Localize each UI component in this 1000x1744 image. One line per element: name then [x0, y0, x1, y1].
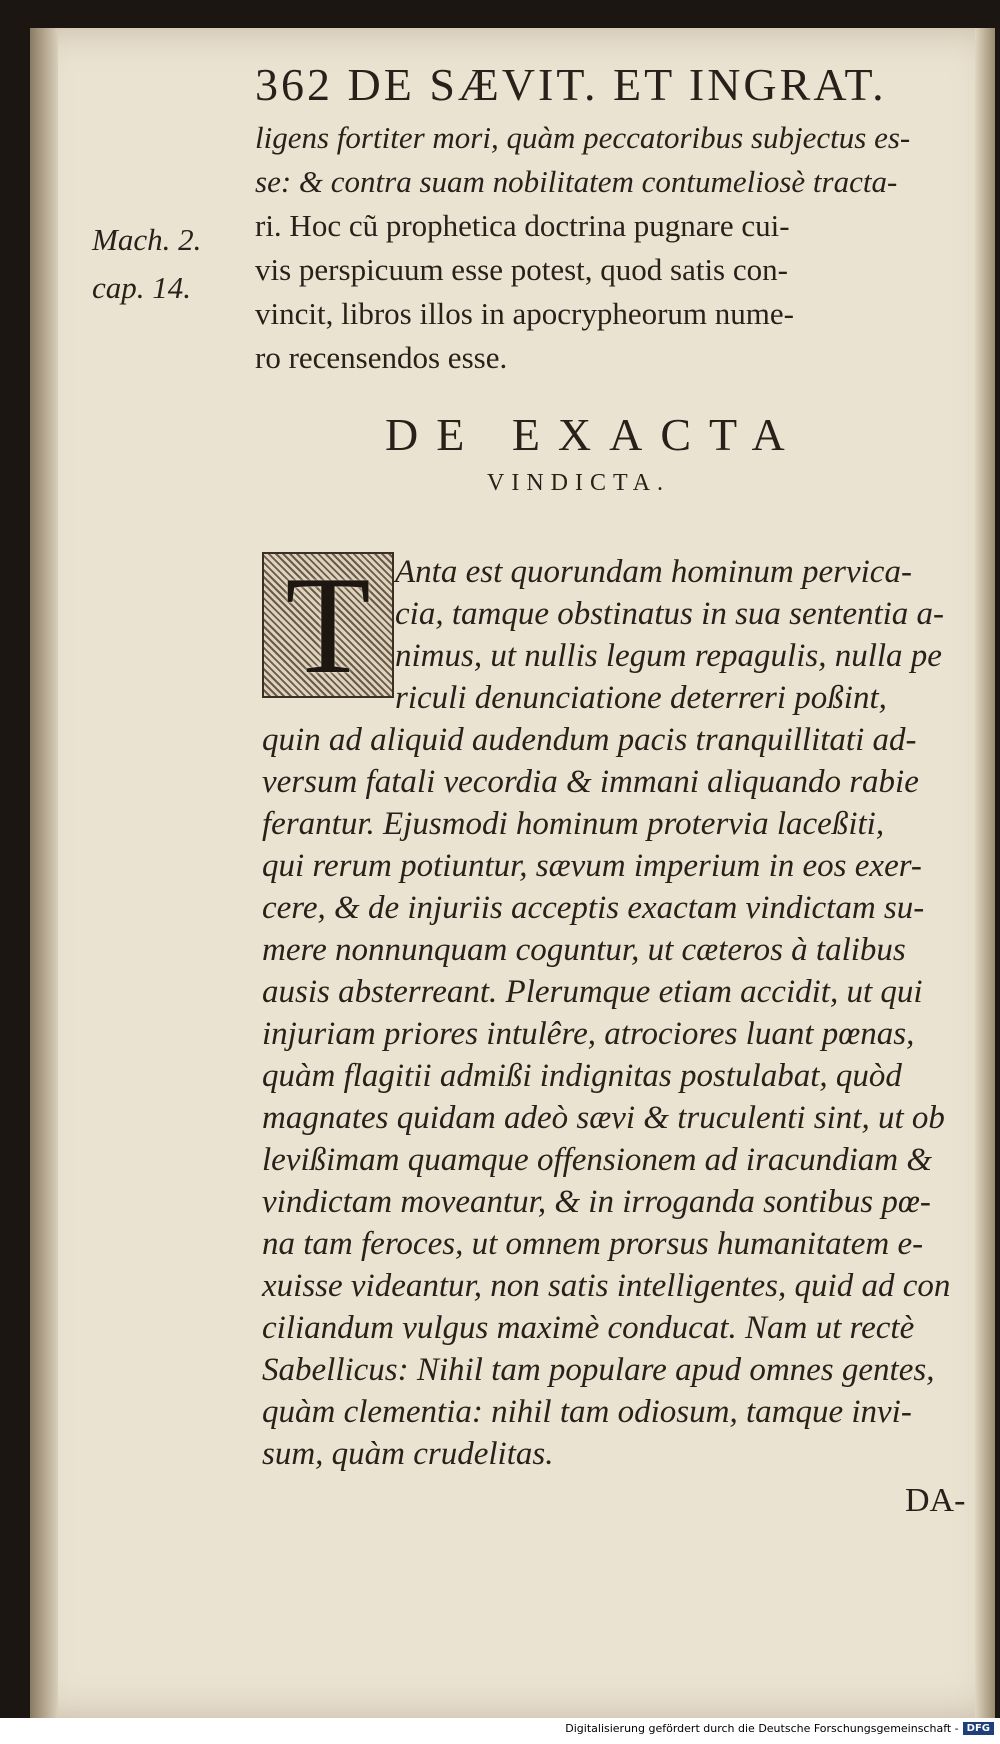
body-line: ausis absterreant. Plerumque etiam accidit, ut qui — [262, 974, 923, 1010]
initial-letter: T — [285, 547, 371, 703]
credit-text: Digitalisierung gefördert durch die Deutsche Forschungsgemeinschaft - — [565, 1722, 959, 1735]
margin-note-line: cap. 14. — [92, 270, 192, 305]
body-line: ciliandum vulgus maximè conducat. Nam ut rectè — [262, 1310, 915, 1346]
text-line: se: & contra suam nobilitatem contumeliosè tracta- — [255, 164, 898, 199]
decorated-initial — [262, 547, 394, 703]
text-line: vincit, libros illos in apocrypheorum nume- — [255, 296, 794, 331]
body-line: sum, quàm crudelitas. — [262, 1436, 554, 1472]
body-line: quàm clementia: nihil tam odiosum, tamque invi- — [262, 1394, 912, 1430]
text-line: vis perspicuum esse potest, quod satis con- — [255, 252, 788, 287]
body-line: na tam feroces, ut omnem prorsus humanitatem e- — [262, 1226, 924, 1262]
page-gutter-shadow — [30, 28, 58, 1718]
margin-note-line: Mach. 2. — [92, 222, 202, 257]
body-line: Sabellicus: Nihil tam populare apud omnes gentes, — [262, 1352, 935, 1388]
section-subtitle: VINDICTA. — [487, 470, 671, 496]
text-line: ro recensendos esse. — [255, 340, 508, 375]
body-line: quàm flagitii admißi indignitas postulabat, quòd — [262, 1058, 902, 1094]
body-line: levißimam quamque offensionem ad iracundiam & — [262, 1142, 932, 1178]
body-line: qui rerum potiuntur, sævum imperium in eos exer- — [262, 848, 922, 884]
digitization-credit — [565, 1722, 994, 1735]
body-line: nimus, ut nullis legum repagulis, nulla pe — [395, 638, 942, 674]
body-line: quin ad aliquid audendum pacis tranquillitati ad- — [262, 722, 917, 758]
body-line: injuriam priores intulêre, atrociores luant pœnas, — [262, 1016, 915, 1052]
body-line: ferantur. Ejusmodi hominum protervia laceßiti, — [262, 806, 885, 842]
body-line: versum fatali vecordia & immani aliquando rabie — [262, 764, 919, 800]
body-line: riculi denunciatione deterreri poßint, — [395, 680, 887, 716]
section-title: DE EXACTA — [385, 409, 803, 460]
body-line: mere nonnunquam coguntur, ut cæteros à talibus — [262, 932, 906, 968]
body-line: vindictam moveantur, & in irroganda sontibus pœ- — [262, 1184, 931, 1220]
page-edge-shadow — [975, 28, 995, 1718]
running-header: 362 DE SÆVIT. ET INGRAT. — [255, 59, 887, 110]
catchword: DA- — [905, 1482, 966, 1519]
body-line: cere, & de injuriis acceptis exactam vindictam su- — [262, 890, 925, 926]
text-line: ligens fortiter mori, quàm peccatoribus subjectus es- — [255, 120, 911, 155]
body-line: xuisse videantur, non satis intelligentes, quid ad con — [262, 1268, 951, 1304]
body-line: magnates quidam adeò sævi & truculenti sint, ut ob — [262, 1100, 945, 1136]
body-line: Anta est quorundam hominum pervica- — [395, 554, 912, 590]
text-line: ri. Hoc cũ prophetica doctrina pugnare cui- — [255, 208, 790, 243]
body-line: cia, tamque obstinatus in sua sententia a- — [395, 596, 945, 632]
dfg-logo: DFG — [963, 1722, 994, 1735]
